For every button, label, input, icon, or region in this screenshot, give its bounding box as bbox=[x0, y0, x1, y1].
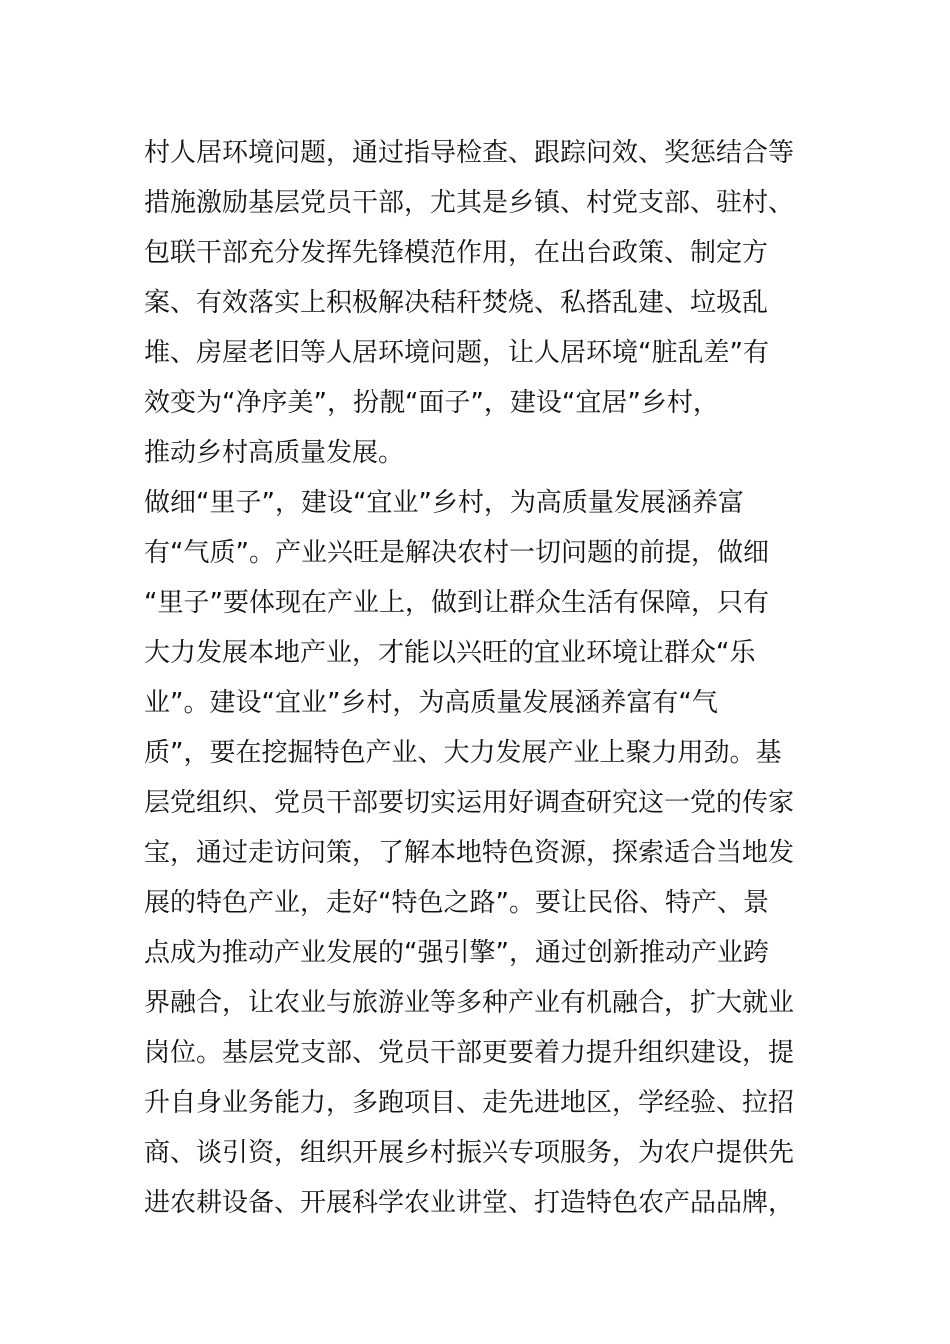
text-line: 措施激励基层党员干部，尤其是乡镇、村党支部、驻村、 bbox=[144, 188, 795, 218]
text-line: 宝，通过走访问策，了解本地特色资源，探索适合当地发 bbox=[144, 838, 795, 868]
text-line: 界融合，让农业与旅游业等多种产业有机融合，扩大就业 bbox=[144, 988, 795, 1018]
text-line: 层党组织、党员干部要切实运用好调查研究这一党的传家 bbox=[144, 788, 795, 818]
text-line: 堆、房屋老旧等人居环境问题，让人居环境“脏乱差”有 bbox=[144, 338, 769, 368]
text-line: 包联干部充分发挥先锋模范作用，在出台政策、制定方 bbox=[144, 238, 769, 268]
text-line: 商、谈引资，组织开展乡村振兴专项服务，为农户提供先 bbox=[144, 1138, 795, 1168]
text-line: 业”。建设“宜业”乡村，为高质量发展涵养富有“气 bbox=[144, 688, 718, 718]
text-line: 村人居环境问题，通过指导检查、跟踪问效、奖惩结合等 bbox=[144, 138, 795, 168]
text-line: 展的特色产业，走好“特色之路”。要让民俗、特产、景 bbox=[144, 888, 769, 918]
text-line: 案、有效落实上积极解决秸秆焚烧、私搭乱建、垃圾乱 bbox=[144, 288, 769, 318]
text-line: 进农耕设备、开展科学农业讲堂、打造特色农产品品牌， bbox=[144, 1188, 795, 1218]
text-line: 岗位。基层党支部、党员干部更要着力提升组织建设，提 bbox=[144, 1038, 795, 1068]
text-line: “里子”要体现在产业上，做到让群众生活有保障，只有 bbox=[144, 588, 769, 618]
text-line: 质”，要在挖掘特色产业、大力发展产业上聚力用劲。基 bbox=[144, 738, 782, 768]
text-line: 大力发展本地产业，才能以兴旺的宜业环境让群众“乐 bbox=[144, 638, 756, 668]
text-line: 做细“里子”，建设“宜业”乡村，为高质量发展涵养富 bbox=[144, 488, 744, 518]
text-line: 点成为推动产业发展的“强引擎”，通过创新推动产业跨 bbox=[144, 938, 769, 968]
text-line: 效变为“净序美”，扮靓“面子”，建设“宜居”乡村， bbox=[144, 388, 719, 418]
text-line: 有“气质”。产业兴旺是解决农村一切问题的前提，做细 bbox=[144, 538, 769, 568]
text-line: 推动乡村高质量发展。 bbox=[144, 438, 405, 468]
text-line: 升自身业务能力，多跑项目、走先进地区，学经验、拉招 bbox=[144, 1088, 795, 1118]
body-text bbox=[144, 128, 814, 1228]
